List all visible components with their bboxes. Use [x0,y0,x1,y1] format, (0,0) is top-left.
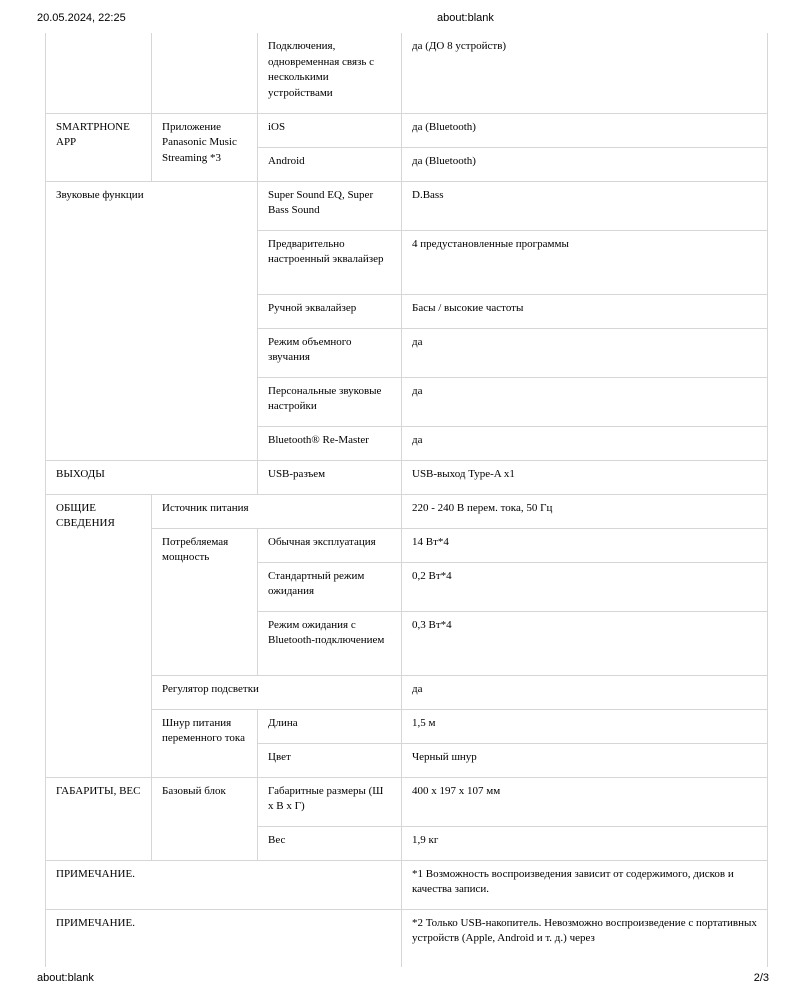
note-label-cell: ПРИМЕЧАНИЕ. [46,909,402,967]
table-row [46,777,768,826]
feature-cell: Габаритные размеры (Ш x В x Г) [258,777,402,826]
value-cell: Басы / высокие частоты [402,294,768,328]
feature-cell: Android [258,147,402,181]
value-cell: 0,2 Вт*4 [402,562,768,611]
note-text-cell: *1 Возможность воспроизведения зависит от содержимого, дисков и качества записи. [402,860,768,909]
feature-cell: Super Sound EQ, Super Bass Sound [258,181,402,230]
table-row [46,909,768,967]
page-number: 2/3 [753,972,769,984]
feature-cell: Ручной эквалайзер [258,294,402,328]
feature-cell: Предварительно настроенный эквалайзер [258,230,402,294]
table-row [46,460,768,494]
print-footer [0,972,800,990]
feature-cell: Персональные звуковые настройки [258,377,402,426]
value-cell: да [402,426,768,460]
category-cell: Звуковые функции [46,181,258,460]
value-cell: USB-выход Type-A x1 [402,460,768,494]
note-text-cell: *2 Только USB-накопитель. Невозможно воспроизведение с портативных устройств (Apple, Android и т. д.) через [402,909,768,967]
value-cell: 4 предустановленные программы [402,230,768,294]
subgroup-cell: Потребляемая мощность [152,528,258,675]
feature-cell: iOS [258,113,402,147]
value-cell: 14 Вт*4 [402,528,768,562]
feature-cell: Вес [258,826,402,860]
table-row [46,528,768,562]
value-cell: да (Bluetooth) [402,147,768,181]
note-label-cell: ПРИМЕЧАНИЕ. [46,860,402,909]
value-cell: 1,5 м [402,709,768,743]
print-datetime: 20.05.2024, 22:25 [37,12,126,24]
subgroup-cell: Шнур питания переменного тока [152,709,258,777]
feature-cell: USB-разъем [258,460,402,494]
category-cell: ВЫХОДЫ [46,460,258,494]
value-cell: D.Bass [402,181,768,230]
value-cell: да [402,328,768,377]
table-row [46,113,768,147]
print-header [0,12,800,30]
table-row [46,860,768,909]
table-row [46,494,768,528]
empty-cell [152,33,258,113]
spec-table [45,33,768,967]
category-cell: ГАБАРИТЫ, ВЕС [46,777,152,860]
feature-cell: Регулятор подсветки [152,675,402,709]
empty-cell [46,33,152,113]
value-cell: да (Bluetooth) [402,113,768,147]
feature-cell: Bluetooth® Re-Master [258,426,402,460]
print-page-title: about:blank [437,12,494,24]
value-cell: Черный шнур [402,743,768,777]
category-cell: SMARTPHONE APP [46,113,152,181]
value-cell: 1,9 кг [402,826,768,860]
value-cell: 220 - 240 В перем. тока, 50 Гц [402,494,768,528]
value-cell: да (ДО 8 устройств) [402,33,768,113]
feature-cell: Обычная эксплуатация [258,528,402,562]
table-row [46,675,768,709]
feature-cell: Режим ожидания с Bluetooth-подключением [258,611,402,675]
value-cell: 0,3 Вт*4 [402,611,768,675]
table-row [46,181,768,230]
print-url: about:blank [37,972,94,984]
feature-cell: Подключения, одновременная связь с несколькими устройствами [258,33,402,113]
feature-cell: Цвет [258,743,402,777]
value-cell: 400 x 197 x 107 мм [402,777,768,826]
feature-cell: Режим объемного звучания [258,328,402,377]
feature-cell: Стандартный режим ожидания [258,562,402,611]
table-row [46,33,768,113]
table-row [46,709,768,743]
value-cell: да [402,377,768,426]
subgroup-cell: Приложение Panasonic Music Streaming *3 [152,113,258,181]
feature-cell: Длина [258,709,402,743]
value-cell: да [402,675,768,709]
subgroup-cell: Базовый блок [152,777,258,860]
category-cell: ОБЩИЕ СВЕДЕНИЯ [46,494,152,777]
feature-cell: Источник питания [152,494,402,528]
